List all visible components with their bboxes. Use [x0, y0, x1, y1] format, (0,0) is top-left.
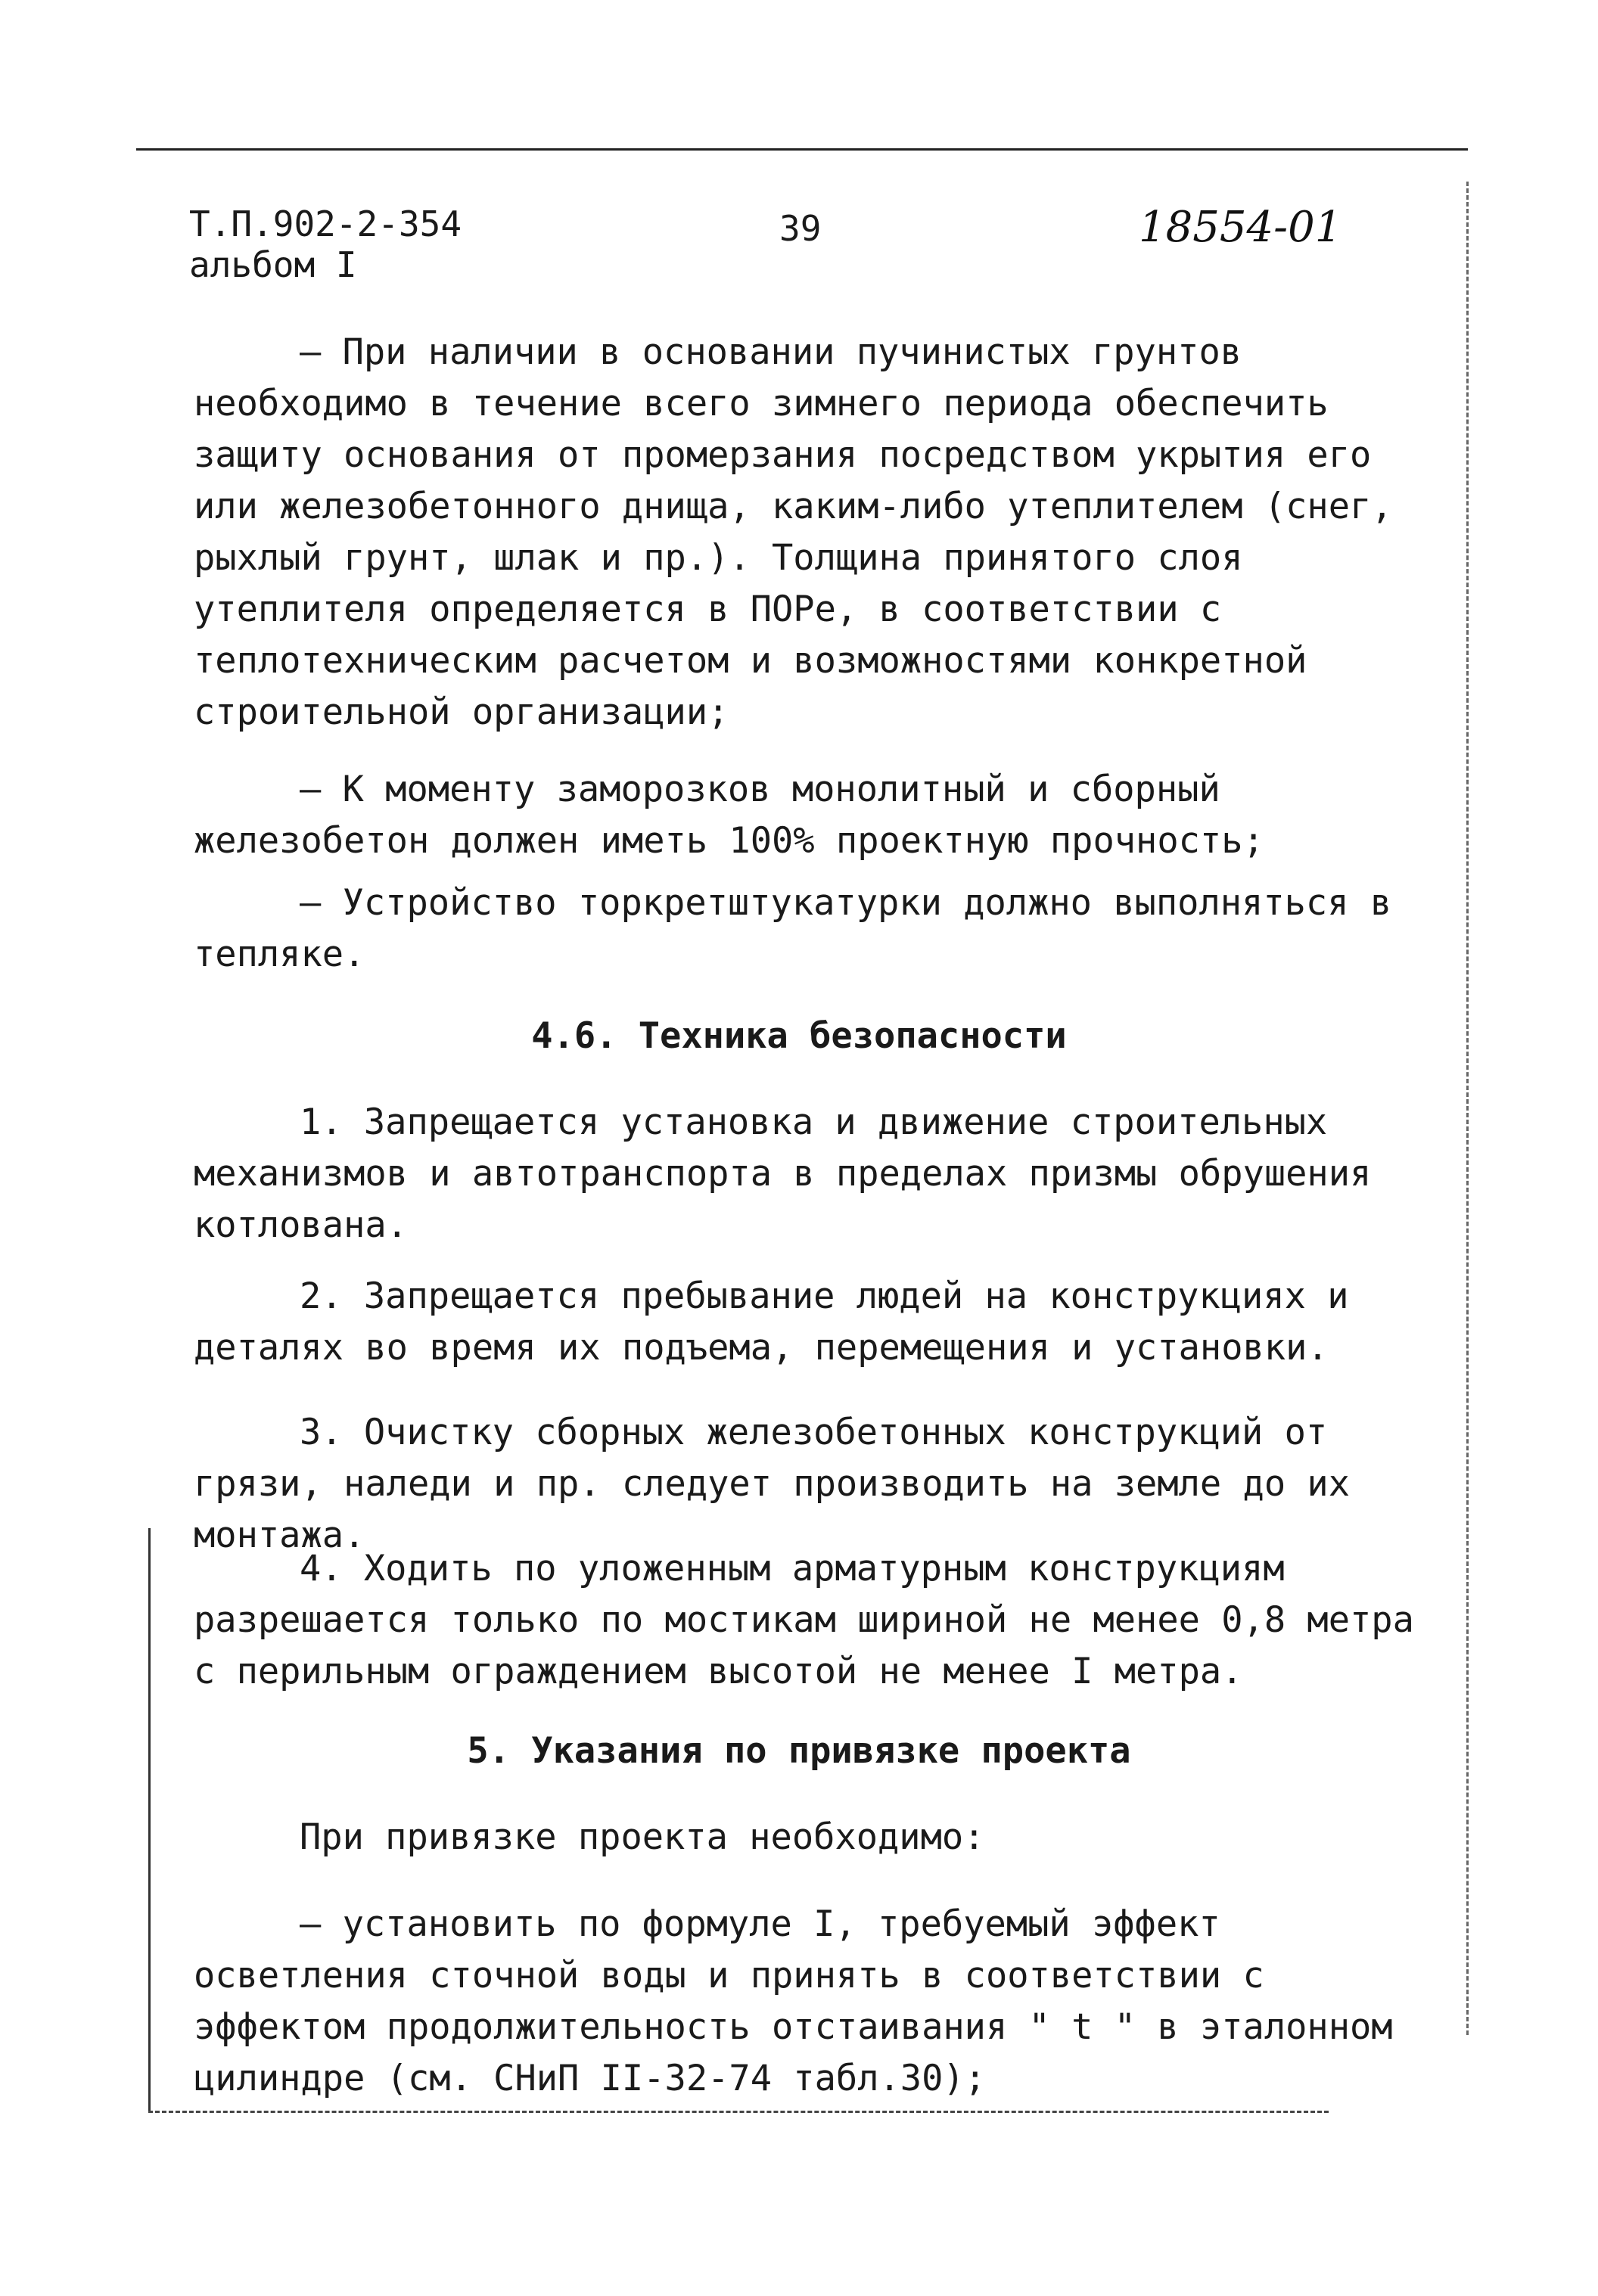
- left-border-line: [148, 1528, 151, 2111]
- winter-paragraph-3: – Устройство торкретштукатурки должно выполняться в тепляке.: [194, 882, 1392, 975]
- winter-paragraph-2: – К моменту заморозков монолитный и сборный железобетон должен иметь 100% проектную прочность;: [194, 769, 1264, 862]
- document-code: Т.П.902-2-354: [189, 204, 462, 244]
- section-heading-safety: 4.6. Техника безопасности: [531, 1015, 1067, 1057]
- safety-item-2: 2. Запрещается пребывание людей на конструкциях и деталях во время их подъема, перемещения и установки.: [194, 1275, 1349, 1369]
- section-heading-binding: 5. Указания по привязке проекта: [467, 1730, 1131, 1772]
- binding-intro: При привязке проекта необходимо:: [300, 1816, 985, 1858]
- binding-item-1: – установить по формуле I, требуемый эффект осветления сточной воды и принять в соответствии с эффектом продолжительность отстаивания " t " в эталонном цилиндре (см. СНиП II-32-74 табл.30);: [194, 1903, 1393, 2099]
- page-number: 39: [779, 208, 822, 249]
- winter-paragraph-1: – При наличии в основании пучинистых грунтов необходимо в течение всего зимнего периода обеспечить защиту основания от промерзания посредством укрытия его или железобетонного днища, каким-либо утеплителем (снег, рыхлый грунт, шлак и пр.). Толщина принятого слоя утеплителя определяется в ПОРе, в соответствии с теплотехническим расчетом и возможностями конкретной строительной организации;: [194, 331, 1393, 733]
- handwritten-number: 18554-01: [1139, 203, 1342, 252]
- safety-item-1: 1. Запрещается установка и движение строительных механизмов и автотранспорта в пределах призмы обрушения котлована.: [194, 1101, 1372, 1246]
- safety-item-4: 4. Ходить по уложенным арматурным конструкциям разрешается только по мостикам шириной не менее 0,8 метра с перильным ограждением высотой не менее I метра.: [194, 1548, 1414, 1692]
- bottom-border-line: [148, 2111, 1329, 2113]
- safety-item-3: 3. Очистку сборных железобетонных конструкций от грязи, наледи и пр. следует производить на земле до их монтажа.: [194, 1412, 1351, 1556]
- album-label: альбом I: [189, 244, 357, 285]
- top-border-line: [136, 148, 1468, 151]
